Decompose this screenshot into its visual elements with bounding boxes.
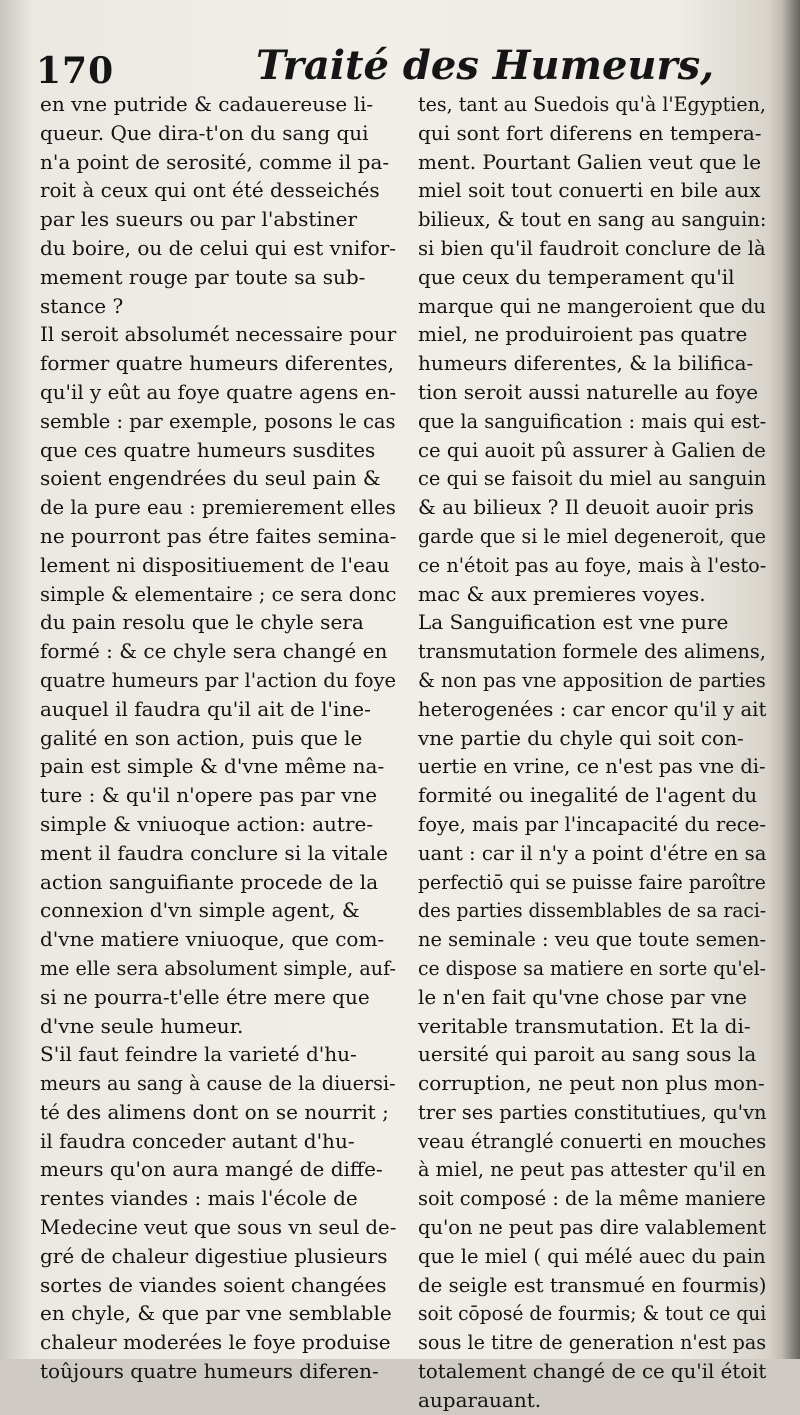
- text-line: & non pas vne apposition de parties: [418, 667, 766, 692]
- running-title: Traité des Humeurs,: [256, 42, 715, 89]
- text-line: té des alimens dont on se nourrit ;: [40, 1099, 389, 1124]
- text-line: uant : car il n'y a point d'étre en sa: [418, 840, 767, 865]
- text-line: auquel il faudra qu'il ait de l'ine-: [40, 696, 371, 721]
- text-line: le n'en fait qu'vne chose par vne: [418, 984, 747, 1009]
- text-line: formité ou inegalité de l'agent du: [418, 783, 758, 808]
- text-line: de la pure eau : premierement elles: [40, 495, 396, 520]
- text-line: si ne pourra-t'elle étre mere que: [40, 984, 370, 1009]
- text-line: perfectiō qui se puisse faire paroître: [418, 869, 766, 894]
- text-line: Medecine veut que sous vn seul de-: [40, 1215, 397, 1240]
- text-line: en chyle, & que par vne semblable: [40, 1301, 392, 1326]
- page-header: [36, 40, 766, 92]
- text-line: transmutation formele des alimens,: [418, 639, 766, 664]
- text-line: si bien qu'il faudroit conclure de là: [418, 235, 766, 260]
- text-line: ce dispose sa matiere en sorte qu'el-: [418, 955, 766, 980]
- text-line: toûjours quatre humeurs diferen-: [40, 1359, 379, 1384]
- text-line: meurs qu'on aura mangé de diffe-: [40, 1157, 383, 1182]
- text-line: vne partie du chyle qui soit con-: [418, 725, 744, 750]
- text-line: ne seminale : veu que toute semen-: [418, 927, 767, 952]
- text-line: sortes de viandes soient changées: [40, 1272, 387, 1297]
- text-line: bilieux, & tout en sang au sanguin:: [418, 207, 767, 232]
- text-line: de seigle est transmué en fourmis): [418, 1272, 767, 1297]
- text-line: par les sueurs ou par l'abstiner: [40, 207, 358, 232]
- text-line: que ceux du temperament qu'il: [418, 264, 735, 289]
- text-line: n'a point de serosité, comme il pa-: [40, 149, 390, 174]
- text-line: ment. Pourtant Galien veut que le: [418, 149, 762, 174]
- left-text-column: [40, 90, 396, 1386]
- text-line: que la sanguification : mais qui est-: [418, 408, 767, 433]
- text-line: roit à ceux qui ont été desseichés: [40, 178, 380, 203]
- text-line: rentes viandes : mais l'école de: [40, 1186, 358, 1211]
- text-line: ce n'étoit pas au foye, mais à l'esto-: [418, 552, 767, 577]
- text-line: ment il faudra conclure si la vitale: [40, 840, 389, 865]
- page-number: 170: [36, 50, 115, 92]
- text-line: corruption, ne peut non plus mon-: [418, 1071, 765, 1096]
- text-line: mac & aux premieres voyes.: [418, 581, 706, 606]
- text-line: chaleur moderées le foye produise: [40, 1330, 391, 1355]
- text-line: quatre humeurs par l'action du foye: [40, 667, 397, 692]
- text-line: ce qui se faisoit du miel au sanguin: [418, 466, 767, 491]
- text-line: totalement changé de ce qu'il étoit: [418, 1359, 767, 1384]
- text-line: meurs au sang à cause de la diuersi-: [40, 1071, 396, 1096]
- text-line: qui sont fort diferens en tempera-: [418, 120, 762, 145]
- text-line: tion seroit aussi naturelle au foye: [418, 379, 759, 404]
- text-line: galité en son action, puis que le: [40, 725, 363, 750]
- text-line: marque qui ne mangeroient que du: [418, 293, 766, 318]
- text-line: queur. Que dira-t'on du sang qui: [40, 120, 369, 145]
- text-line: lement ni dispositiuement de l'eau: [40, 552, 390, 577]
- text-line: me elle sera absolument simple, auf-: [40, 955, 396, 980]
- text-line: heterogenées : car encor qu'il y ait: [418, 696, 767, 721]
- text-line: qu'on ne peut pas dire valablement: [418, 1215, 767, 1240]
- text-line: soit cōposé de fourmis; & tout ce qui: [418, 1301, 767, 1326]
- text-line: d'vne matiere vniuoque, que com-: [40, 927, 385, 952]
- text-line: action sanguifiante procede de la: [40, 869, 379, 894]
- text-line: garde que si le miel degeneroit, que: [418, 523, 766, 548]
- text-line: miel, ne produiroient pas quatre: [418, 322, 748, 347]
- text-line: & au bilieux ? Il deuoit auoir pris: [418, 495, 754, 520]
- text-line: foye, mais par l'incapacité du rece-: [418, 811, 766, 836]
- text-line: trer ses parties constitutiues, qu'vn: [418, 1099, 767, 1124]
- text-line: veau étranglé conuerti en mouches: [418, 1128, 767, 1153]
- right-text-column: [418, 90, 766, 1415]
- text-line: ne pourront pas étre faites semina-: [40, 523, 397, 548]
- text-line: que ces quatre humeurs susdites: [40, 437, 376, 462]
- text-line: gré de chaleur digestiue plusieurs: [40, 1243, 388, 1268]
- text-line: semble : par exemple, posons le cas: [40, 408, 396, 433]
- text-line: qu'il y eût au foye quatre agens en-: [40, 379, 397, 404]
- text-line: des parties dissemblables de sa raci-: [418, 898, 767, 923]
- text-line: former quatre humeurs diferentes,: [40, 351, 394, 376]
- text-line: ce qui auoit pû assurer à Galien de: [418, 437, 766, 462]
- text-line: formé : & ce chyle sera changé en: [40, 639, 388, 664]
- text-line: S'il faut feindre la varieté d'hu-: [40, 1042, 357, 1067]
- text-line: miel soit tout conuerti en bile aux: [418, 178, 761, 203]
- text-line: auparauant.: [418, 1387, 542, 1412]
- text-line: à miel, ne peut pas attester qu'il en: [418, 1157, 766, 1182]
- text-line: ture : & qu'il n'opere pas par vne: [40, 783, 378, 808]
- text-line: veritable transmutation. Et la di-: [418, 1013, 751, 1038]
- text-line: sous le titre de generation n'est pas: [418, 1330, 767, 1355]
- text-line: stance ?: [40, 293, 124, 318]
- page-edge-shadow: [782, 0, 800, 1359]
- text-line: uertie en vrine, ce n'est pas vne di-: [418, 754, 766, 779]
- text-line: du boire, ou de celui qui est vnifor-: [40, 235, 397, 260]
- text-line: mement rouge par toute sa sub-: [40, 264, 366, 289]
- text-line: soient engendrées du seul pain &: [40, 466, 381, 491]
- text-line: Il seroit absolumét necessaire pour: [40, 322, 397, 347]
- text-line: La Sanguification est vne pure: [418, 610, 729, 635]
- text-line: en vne putride & cadauereuse li-: [40, 92, 374, 116]
- text-line: simple & vniuoque action: autre-: [40, 811, 374, 836]
- text-line: il faudra conceder autant d'hu-: [40, 1128, 355, 1153]
- text-line: d'vne seule humeur.: [40, 1013, 244, 1038]
- text-line: que le miel ( qui mélé auec du pain: [418, 1243, 766, 1268]
- text-line: uersité qui paroit au sang sous la: [418, 1042, 757, 1067]
- text-line: pain est simple & d'vne même na-: [40, 754, 385, 779]
- text-line: soit composé : de la même maniere: [418, 1186, 766, 1211]
- text-line: simple & elementaire ; ce sera donc: [40, 581, 397, 606]
- text-line: tes, tant au Suedois qu'à l'Egyptien,: [418, 92, 766, 116]
- text-line: humeurs diferentes, & la bilifica-: [418, 351, 754, 376]
- text-line: connexion d'vn simple agent, &: [40, 898, 360, 923]
- text-line: du pain resolu que le chyle sera: [40, 610, 364, 635]
